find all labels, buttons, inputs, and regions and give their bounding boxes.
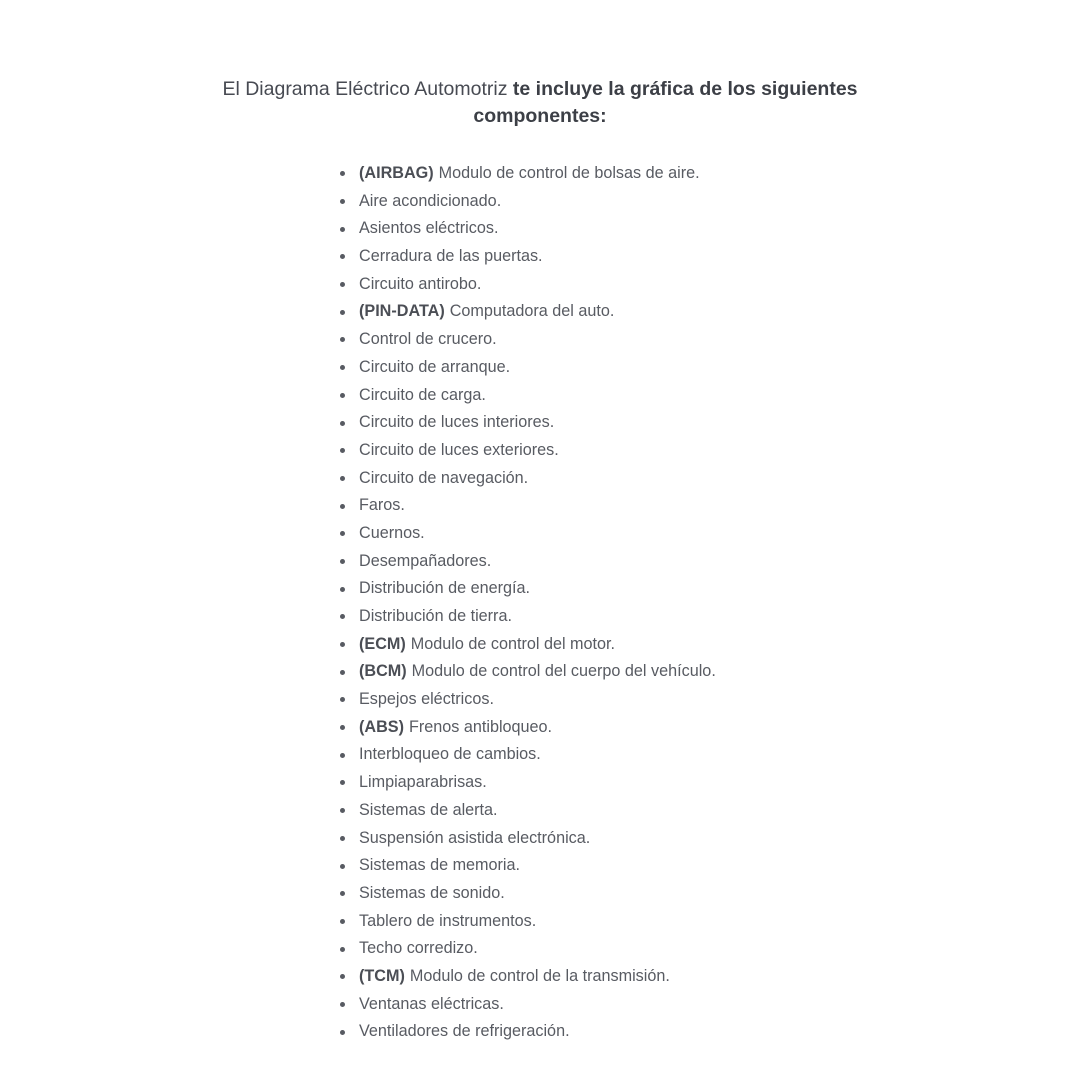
list-item: [340, 963, 716, 991]
bullet-icon: [340, 227, 345, 232]
component-text: Distribución de energía.: [359, 579, 530, 598]
list-item: [340, 686, 716, 714]
component-code: (AIRBAG): [359, 164, 434, 182]
component-text: Interbloqueo de cambios.: [359, 745, 541, 764]
component-text: Suspensión asistida electrónica.: [359, 828, 591, 847]
component-text: Circuito de arranque.: [359, 357, 511, 376]
bullet-icon: [340, 780, 345, 785]
component-text: Sistemas de alerta.: [359, 800, 498, 819]
bullet-icon: [340, 808, 345, 813]
bullet-icon: [340, 642, 345, 647]
list-item: [340, 215, 716, 243]
bullet-icon: [340, 864, 345, 869]
component-text: Cuernos.: [359, 523, 425, 542]
list-item: [340, 658, 716, 686]
bullet-icon: [340, 891, 345, 896]
list-item: [340, 908, 716, 936]
component-code: (ECM): [359, 634, 406, 653]
component-code: (ABS): [359, 717, 404, 736]
bullet-icon: [340, 614, 345, 619]
component-text: Distribución de tierra.: [359, 607, 512, 625]
bullet-icon: [340, 974, 345, 979]
list-item: [340, 437, 716, 465]
component-text: Cerradura de las puertas.: [359, 247, 543, 266]
component-text: Computadora del auto.: [449, 302, 615, 321]
component-text: Espejos eléctricos.: [359, 690, 494, 709]
list-item: [340, 326, 716, 354]
bullet-icon: [340, 365, 345, 370]
component-text: Techo corredizo.: [359, 939, 478, 958]
list-item: [340, 354, 716, 382]
component-text: Limpiaparabrisas.: [359, 773, 487, 792]
bullet-icon: [340, 171, 345, 176]
list-item: [340, 188, 716, 216]
list-item: [340, 769, 716, 797]
list-item: [340, 465, 716, 493]
component-text: Faros.: [359, 496, 405, 515]
bullet-icon: [340, 199, 345, 204]
list-item: [340, 797, 716, 825]
component-text: Circuito de navegación.: [359, 468, 529, 487]
bullet-icon: [340, 697, 345, 702]
bullet-icon: [340, 753, 345, 758]
list-item: [340, 409, 716, 437]
component-text: Modulo de control de la transmisión.: [409, 966, 670, 985]
bullet-icon: [340, 282, 345, 287]
intro-bold-text: te incluye la gráfica de los siguientes componentes:: [473, 78, 858, 127]
component-text: Ventanas eléctricas.: [359, 994, 504, 1013]
bullet-icon: [340, 421, 345, 426]
list-item: [340, 741, 716, 769]
list-item: [340, 603, 716, 631]
list-item: [340, 714, 716, 742]
list-item: [340, 298, 716, 326]
list-item: [340, 631, 716, 659]
list-item: [340, 575, 716, 603]
component-text: Frenos antibloqueo.: [408, 717, 553, 736]
component-text: Sistemas de sonido.: [359, 883, 505, 902]
list-item: [340, 825, 716, 853]
component-text: Asientos eléctricos.: [359, 219, 499, 238]
component-code: (BCM): [359, 662, 407, 681]
bullet-icon: [340, 254, 345, 259]
bullet-icon: [340, 310, 345, 315]
list-item: [340, 520, 716, 548]
component-text: Modulo de control de bolsas de aire.: [438, 164, 700, 182]
bullet-icon: [340, 448, 345, 453]
component-text: Tablero de instrumentos.: [359, 911, 537, 930]
bullet-icon: [340, 1030, 345, 1035]
bullet-icon: [340, 337, 345, 342]
component-text: Circuito de luces interiores.: [359, 413, 555, 432]
component-text: Ventiladores de refrigeración.: [359, 1022, 570, 1041]
component-text: Modulo de control del motor.: [410, 634, 616, 653]
bullet-icon: [340, 587, 345, 592]
list-item: [340, 492, 716, 520]
component-text: Sistemas de memoria.: [359, 856, 521, 875]
list-item: [340, 548, 716, 576]
list-item: [340, 243, 716, 271]
bullet-icon: [340, 670, 345, 675]
bullet-icon: [340, 919, 345, 924]
list-item: [340, 880, 716, 908]
bullet-icon: [340, 836, 345, 841]
list-item: [340, 1018, 716, 1046]
bullet-icon: [340, 531, 345, 536]
component-text: Aire acondicionado.: [359, 191, 502, 210]
bullet-icon: [340, 725, 345, 730]
component-text: Circuito de carga.: [359, 385, 486, 404]
list-item: [340, 382, 716, 410]
components-list: [340, 160, 716, 1046]
intro-paragraph: [180, 76, 900, 130]
component-text: Modulo de control del cuerpo del vehículo.: [411, 662, 716, 681]
list-item: [340, 271, 716, 299]
list-item: [340, 160, 716, 188]
bullet-icon: [340, 504, 345, 509]
component-code: (TCM): [359, 966, 405, 985]
bullet-icon: [340, 1002, 345, 1007]
component-text: Circuito antirobo.: [359, 274, 482, 293]
bullet-icon: [340, 393, 345, 398]
list-item: [340, 852, 716, 880]
component-text: Desempañadores.: [359, 551, 492, 570]
component-text: Control de crucero.: [359, 330, 497, 349]
component-code: (PIN-DATA): [359, 302, 445, 321]
component-text: Circuito de luces exteriores.: [359, 440, 559, 459]
list-item: [340, 991, 716, 1019]
bullet-icon: [340, 947, 345, 952]
bullet-icon: [340, 476, 345, 481]
intro-plain-text: El Diagrama Eléctrico Automotriz: [222, 78, 508, 100]
bullet-icon: [340, 559, 345, 564]
list-item: [340, 935, 716, 963]
